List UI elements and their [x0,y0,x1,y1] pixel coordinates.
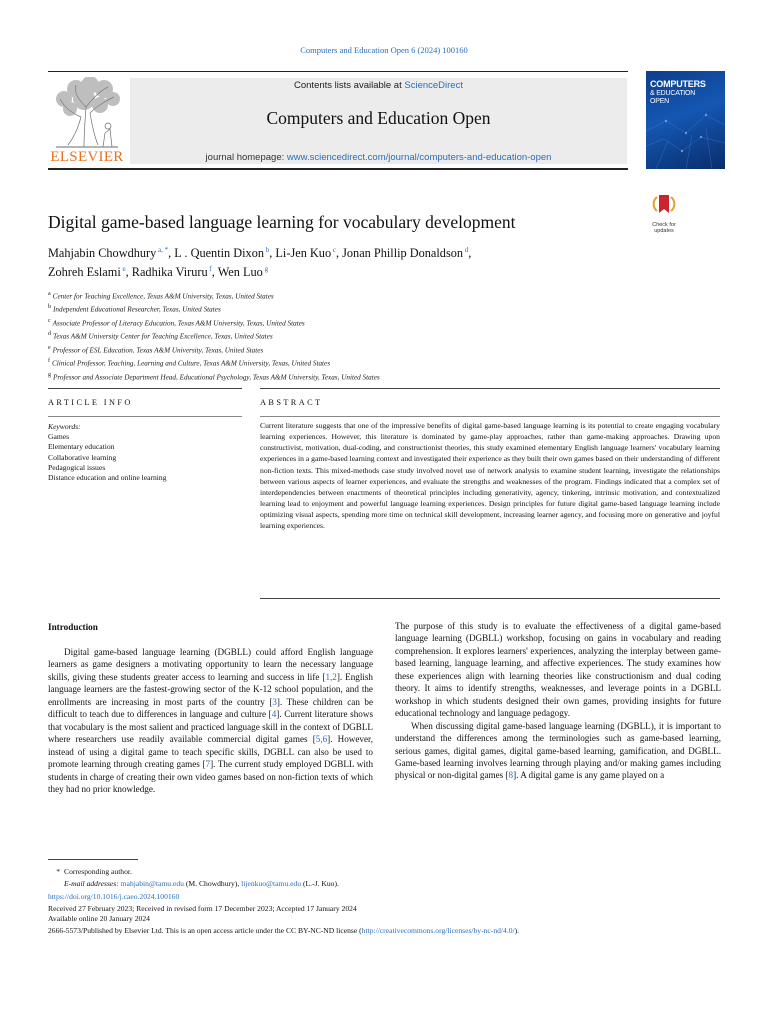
cover-title-line-1: COMPUTERS [650,79,706,89]
abstract-rule-bottom [260,598,720,599]
author[interactable]: L . Quentin Dixon [174,246,265,260]
badge-line-1: Check for [652,222,676,228]
badge-line-2: updates [654,228,674,234]
header-rule-top [48,71,628,72]
affiliation: $^d$ Texas A&M University Center for Teaching Excellence, Texas, United States [48,331,273,341]
body-paragraph: The purpose of this study is to evaluate the effectiveness of a digital game-based language learning (DGBLL) workshop, focusing on gains in vocabulary and reading comprehension. It explores learners' experiences, analyzing the interplay between game-based learning, language learning, and affective experiences. The study examines how these experiences align with learning theories like constructionism and dual coding theory. It aims to identify strengths, weaknesses, and leverage points in a DGBLL workshop in which students designed their own games, providing insights for future educational technology and language pedagogy. [395,621,721,719]
abstract-heading: ABSTRACT [260,398,323,407]
footnote-rule [48,859,138,860]
journal-homepage-link[interactable]: www.sciencedirect.com/journal/computers-and-education-open [286,152,552,163]
affiliation: $^c$ Associate Professor of Literacy Education, Texas A&M University, Texas, United States [48,317,305,328]
abstract-rule-top [260,388,720,389]
corresponding-author-note: * Corresponding author. [56,867,132,876]
author-affiliation-marker[interactable]: f [209,264,212,273]
abstract-text: Current literature suggests that one of the impressive benefits of digital game-based language learning is its potential to create engaging vocabulary learning experiences. However, this literature is dominated by game-play approaches, rather than game-making approaches. Drawing upon constructivist, motivation, dual-coding, and constructionist theories, this study examined elementary English language learners' vocabulary learning experiences in a game-based learning context and investigated their experience as they built their own games based on their understanding of different non-fiction texts. This mixed-methods case study involved novel use of network analysis to examine student learning, investigate the relationships between various aspects of learner experiences, and evaluate the strengths and weaknesses of the program. Findings indicated that a complex set of interdependencies between enactments of theoretical principles including generativity, agency, tinkering, intrinsic motivation, and contextualized learning lead to enjoyment and powerful language learning experiences. Design principles for future digital game-based language learning include optimizing visual aspects, spending more time on technical skill development, increasing learner agency, and focusing more on generative and joyful learning experiences. [260,421,720,531]
citation-link[interactable]: 8 [508,770,514,781]
author-affiliation-marker[interactable]: d [464,245,469,254]
available-online-date: Available online 20 January 2024 [48,914,150,924]
citation-link[interactable]: 7 [205,759,211,770]
journal-cover-image[interactable] [646,71,725,169]
keyword: Distance education and online learning [48,473,167,483]
badge-text [647,222,681,234]
elsevier-wordmark: ELSEVIER [50,149,124,165]
author[interactable]: Wen Luo [217,265,263,279]
email-link[interactable]: mahjabin@tamu.edu [120,879,184,889]
author-affiliation-marker[interactable]: b [265,245,270,254]
affiliation: $^a$ Center for Teaching Excellence, Texas A&M University, Texas, United States [48,291,274,301]
journal-name[interactable]: Computers and Education Open [266,108,491,128]
article-info-rule-top [48,388,242,389]
article-title: Digital game-based language learning for vocabulary development [48,212,516,232]
header-rule-bottom [48,168,628,170]
keyword: Pedagogical issues [48,462,106,472]
body-paragraph: Digital game-based language learning (DGBLL) could afford English language learners as game designers a motivating opportunity to learn the necessary language skills, giving these students greater access to learning and success in life [1,2]. English language learners are the fastest-growing sector of the K-12 school population, and the enrollments are increasing in most parts of the country [3]. These children can be difficult to teach due to differences in language and culture [4]. Current literature shows that vocabulary is the most salient and practiced language skill in the context of DGBLL where researchers use readily available commercial digital games [5,6]. However, instead of using a digital game to teach specific skills, DGBLL can also be used to promote learning through creating games [7]. The current study employed DGBLL with students in charge of creating their own video games based on non-fiction texts of which they had no prior knowledge. [48,647,374,794]
journal-homepage-line [130,152,627,163]
citation-link[interactable]: 4 [271,709,277,720]
license-note: 2666-5573/Published by Elsevier Ltd. This is an open access article under the CC BY-NC-ND license (http://creativecommons.org/licenses/by-nc-nd/4.0/). [48,926,520,936]
check-for-updates-icon [647,193,681,217]
keyword: Collaborative learning [48,452,117,462]
license-link[interactable]: http://creativecommons.org/licenses/by-nc-nd/4.0/ [361,926,515,936]
email-link[interactable]: lijenkuo@tamu.edu [241,879,302,889]
homepage-prefix: journal homepage: [205,152,287,163]
author-affiliation-marker[interactable]: g [264,264,269,273]
body-column-left [48,646,373,795]
check-for-updates-badge[interactable] [647,193,681,234]
affiliation: $^f$ Clinical Professor, Teaching, Learning and Culture, Texas A&M University, Texas, United States [48,358,331,368]
keyword: Elementary education [48,442,115,452]
doi-link[interactable]: https://doi.org/10.1016/j.caeo.2024.100160 [48,891,180,901]
sciencedirect-link[interactable]: ScienceDirect [404,80,463,91]
author[interactable]: Mahjabin Chowdhury [48,246,157,260]
contents-prefix: Contents lists available at [294,80,405,91]
body-column-right [395,620,721,782]
received-dates: Received 27 February 2023; Received in revised form 17 December 2023; Accepted 17 January 2024 [48,903,357,913]
keywords-block [48,422,248,483]
author[interactable]: Jonan Phillip Donaldson [342,246,464,260]
article-info-rule-mid [48,416,242,417]
contents-line [130,80,627,91]
citation-link[interactable]: 3 [272,696,277,707]
article-info-heading: ARTICLE INFO [48,398,133,407]
author[interactable]: Radhika Viruru [131,265,208,279]
affiliation: $^g$ Professor and Associate Department Head, Educational Psychology, Texas A&M University, Texas, United States [48,371,380,382]
introduction-heading: Introduction [48,622,98,632]
author-affiliation-marker[interactable]: c [332,245,336,254]
author[interactable]: Li-Jen Kuo [275,246,332,260]
citation-link[interactable]: 5,6 [315,734,328,745]
keywords-label: Keywords: [48,422,81,431]
email-note: E-mail addresses: mahjabin@tamu.edu (M. Chowdhury), lijenkuo@tamu.edu (L.-J. Kuo). [64,879,339,889]
cover-title-line-3: OPEN [650,98,670,105]
cover-title-line-2: & EDUCATION [650,90,696,97]
citation-link[interactable]: 1,2 [325,671,337,682]
author-affiliation-marker[interactable]: e [122,264,126,273]
affiliation-list [48,289,648,383]
footnotes [48,866,728,938]
author-affiliation-marker[interactable]: a, * [158,245,169,254]
author-list: Mahjabin Chowdhury $^{a, *}$, L . Quentin Dixon $^b$, Li-Jen Kuo $^c$, Jonan Phillip Donaldson $^d$, Zohreh Eslami $^e$, Radhika Viruru $^f$, Wen Luo $^g$ [48,245,472,279]
keyword: Games [48,432,70,442]
abstract-rule-mid [260,416,720,417]
body-paragraph: When discussing digital game-based language learning (DGBLL), it is important to understand the differences among the terminologies such as game-based learning, serious games, digital games, digital game-based learning, gamification, and DGBLL. Game-based learning involves learning through playing and/or making games including physical or non-digital games [8]. A digital game is any game played on a [395,720,721,781]
journal-reference[interactable]: Computers and Education Open 6 (2024) 100160 [300,45,468,55]
affiliation: $^b$ Independent Educational Researcher, Texas, United States [48,304,221,314]
affiliation: $^e$ Professor of ESL Education, Texas A&M University, Texas, United States [48,344,264,355]
author[interactable]: Zohreh Eslami [48,265,121,279]
